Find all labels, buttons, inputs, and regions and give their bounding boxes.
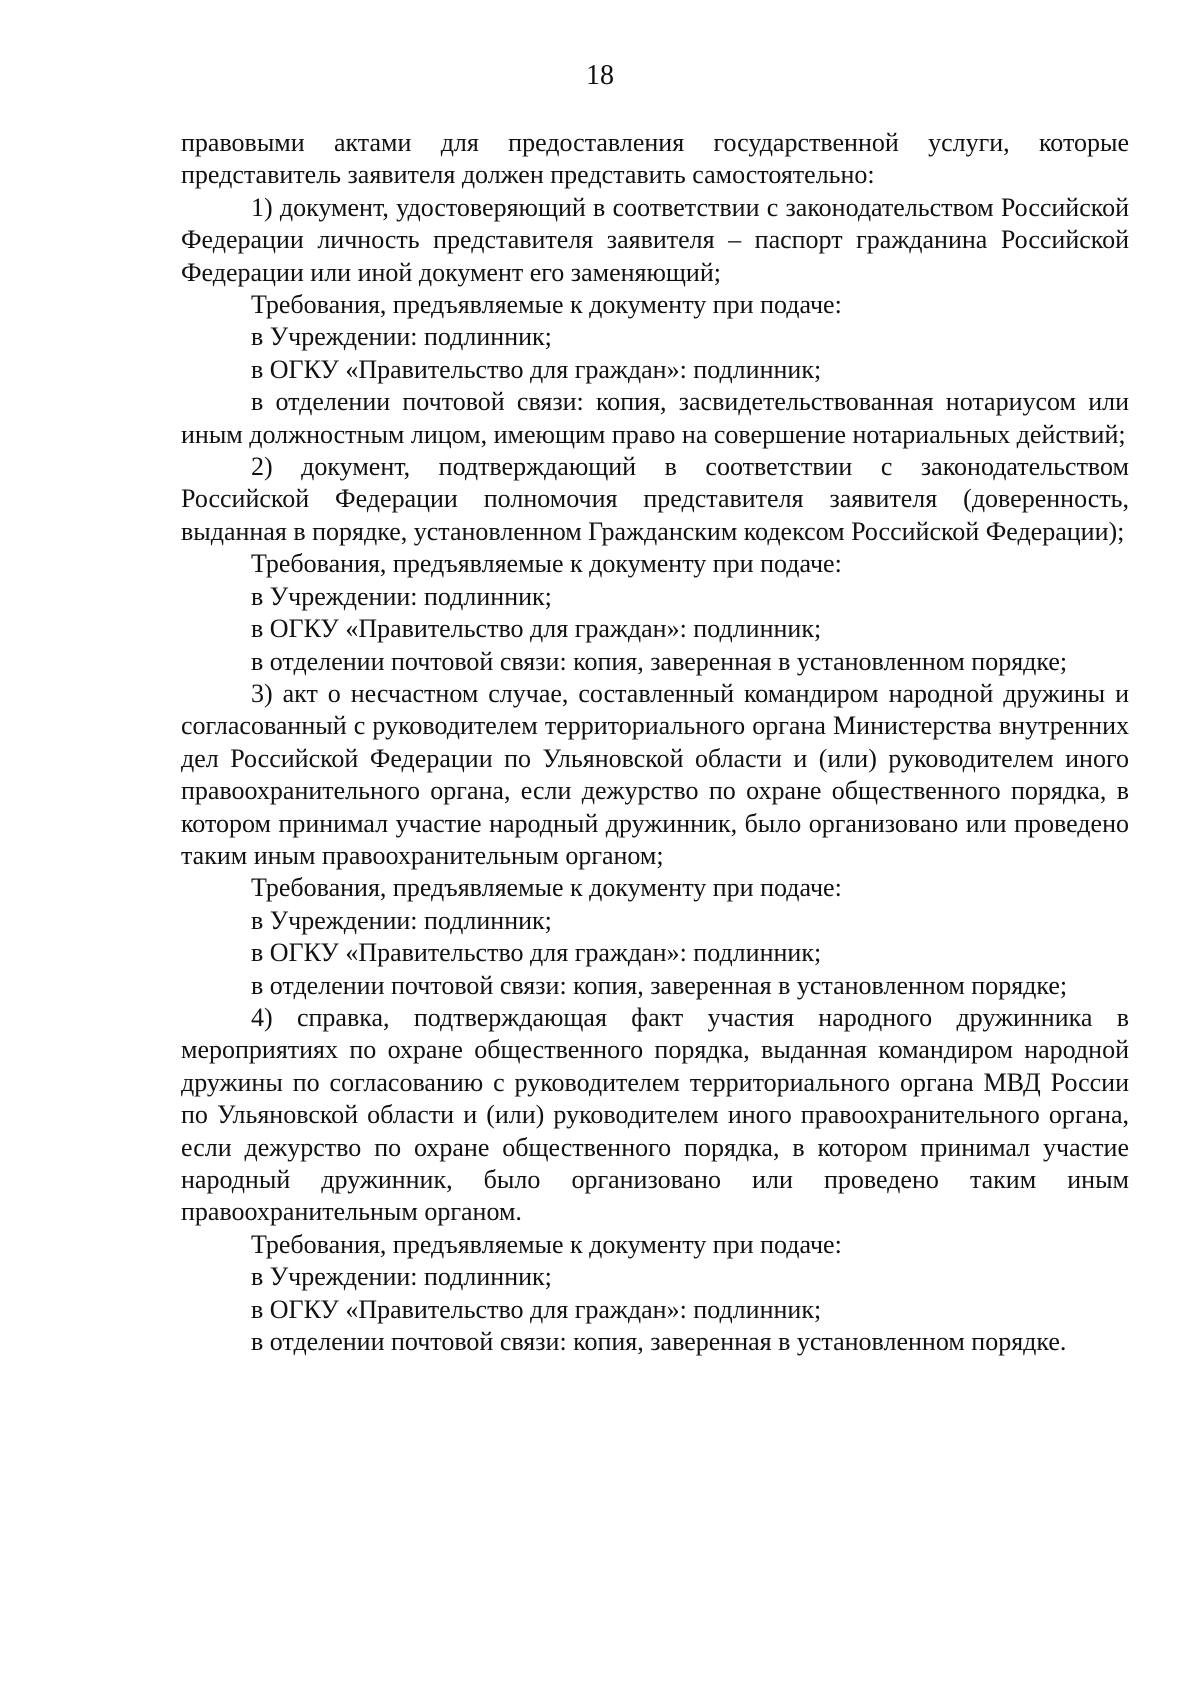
paragraph-institution-original-1: в Учреждении: подлинник; — [251, 322, 552, 352]
paragraph-item-4-participation-certificate: 4) справка, подтверждающая факт участия народного дружинника в мероприятиях по охране общественного порядка, выданная командиром народной дружины по согласованию с руководителем территориального органа МВД России по Ульяновской области и (или) руководителем иного правоохранительного органа, если дежурство по охране общественного порядка, в котором принимал участие народный дружинник, было организовано или проведено таким иным правоохранительным органом. — [181, 1002, 1129, 1227]
document-body — [181, 127, 1129, 1358]
paragraph-requirements-heading-3: Требования, предъявляемые к документу при подаче: — [251, 873, 842, 903]
paragraph-institution-original-3: в Учреждении: подлинник; — [251, 905, 552, 935]
paragraph-ogku-original-1: в ОГКУ «Правительство для граждан»: подлинник; — [251, 354, 822, 384]
paragraph-ogku-original-3: в ОГКУ «Правительство для граждан»: подлинник; — [251, 938, 822, 968]
paragraph-item-2-power-of-attorney: 2) документ, подтверждающий в соответствии с законодательством Российской Федерации полномочия представителя заявителя (доверенность, выданная в порядке, установленном Гражданским кодексом Российской Федерации); — [181, 452, 1129, 546]
page-number: 18 — [586, 60, 614, 91]
paragraph-item-3-accident-act: 3) акт о несчастном случае, составленный командиром народной дружины и согласованный с руководителем территориального органа Министерства внутренних дел Российской Федерации по Ульяновской области и (или) руководителем иного правоохранительного органа, если дежурство по охране общественного порядка, в котором принимал участие народный дружинник, было организовано или проведено таким иным правоохранительным органом; — [181, 678, 1129, 870]
paragraph-ogku-original-2: в ОГКУ «Правительство для граждан»: подлинник; — [251, 614, 822, 644]
paragraph-institution-original-2: в Учреждении: подлинник; — [251, 581, 552, 611]
paragraph-postal-copy-3: в отделении почтовой связи: копия, заверенная в установленном порядке; — [251, 970, 1068, 1000]
paragraph-institution-original-4: в Учреждении: подлинник; — [251, 1262, 552, 1292]
paragraph-intro-continuation: правовыми актами для предоставления государственной услуги, которые представитель заявителя должен представить самостоятельно: — [181, 128, 1129, 190]
paragraph-postal-copy-1: в отделении почтовой связи: копия, засвидетельствованная нотариусом или иным должностным лицом, имеющим право на совершение нотариальных действий; — [181, 387, 1129, 449]
paragraph-requirements-heading-1: Требования, предъявляемые к документу при подаче: — [251, 290, 842, 320]
paragraph-postal-copy-2: в отделении почтовой связи: копия, заверенная в установленном порядке; — [251, 646, 1068, 676]
paragraph-postal-copy-4: в отделении почтовой связи: копия, заверенная в установленном порядке. — [251, 1327, 1067, 1357]
paragraph-item-1-passport: 1) документ, удостоверяющий в соответствии с законодательством Российской Федерации личность представителя заявителя – паспорт гражданина Российской Федерации или иной документ его заменяющий; — [181, 192, 1129, 287]
paragraph-requirements-heading-2: Требования, предъявляемые к документу при подаче: — [251, 549, 842, 579]
paragraph-requirements-heading-4: Требования, предъявляемые к документу при подаче: — [251, 1229, 842, 1259]
paragraph-ogku-original-4: в ОГКУ «Правительство для граждан»: подлинник; — [251, 1294, 822, 1324]
